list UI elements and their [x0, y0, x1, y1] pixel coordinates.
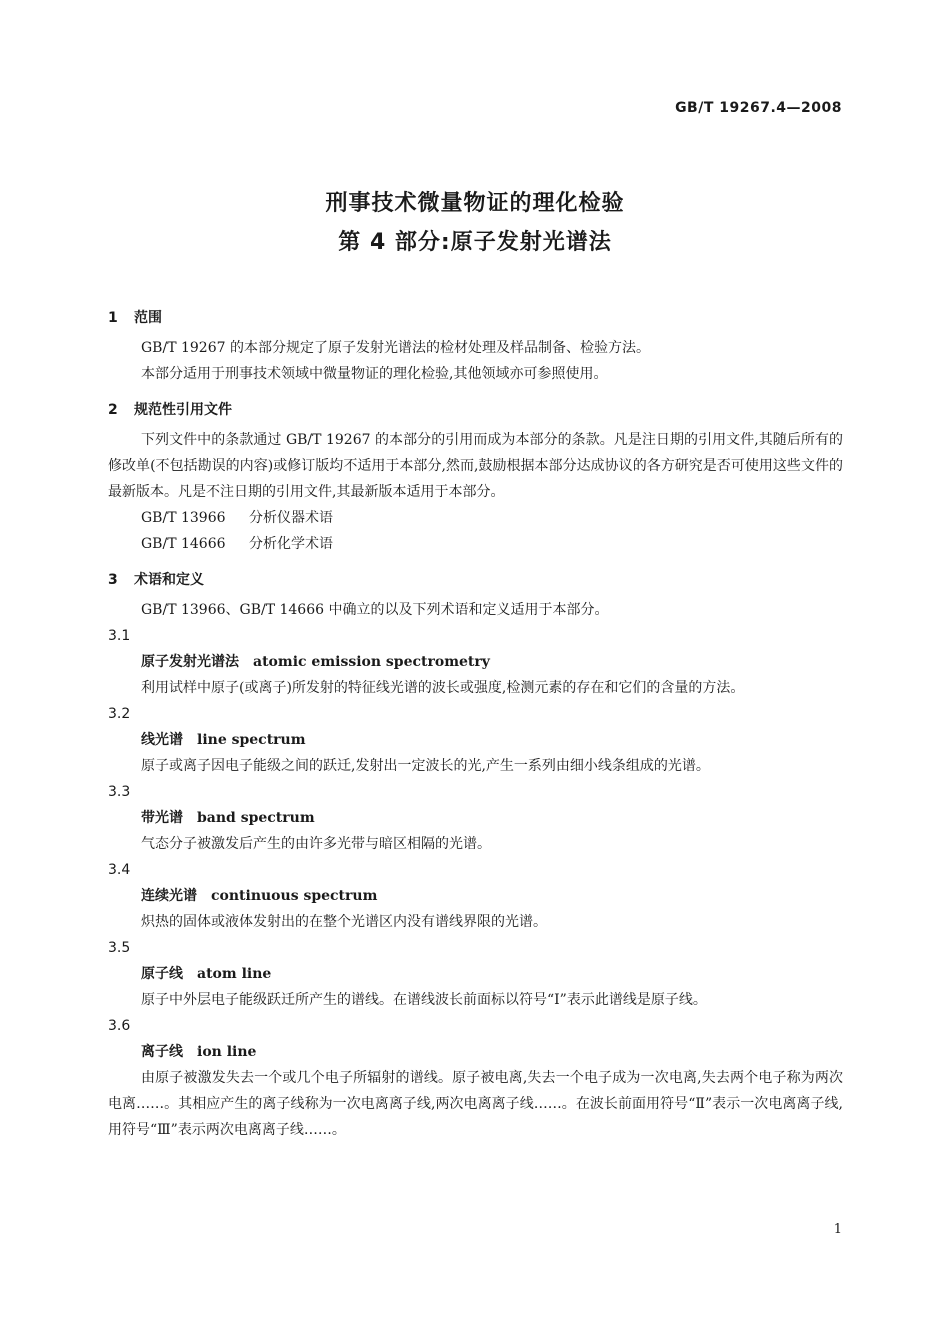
term-en: band spectrum [197, 810, 315, 826]
term-heading [108, 805, 843, 831]
reference-item [108, 531, 843, 557]
term-heading [108, 883, 843, 909]
term-en: atomic emission spectrometry [253, 654, 490, 670]
term-heading [108, 961, 843, 987]
term-number: 3.5 [108, 940, 131, 956]
reference-title: 分析仪器术语 [249, 510, 333, 526]
standard-code: GB/T 19267.4—2008 [675, 100, 842, 116]
paragraph: 下列文件中的条款通过 GB/T 19267 的本部分的引用而成为本部分的条款。凡是注日期的引用文件,其随后所有的修改单(不包括勘误的内容)或修订版均不适用于本部分,然而,鼓励根据本部分达成协议的各方研究是否可使用这些文件的最新版本。凡是不注日期的引用文件,其最新版本适用于本部分。 [108, 432, 843, 500]
section-number: 1 [108, 310, 118, 326]
section-title: 术语和定义 [134, 572, 204, 588]
term-heading [108, 727, 843, 753]
section-3-heading [108, 567, 843, 593]
paragraph: GB/T 13966、GB/T 14666 中确立的以及下列术语和定义适用于本部分。 [141, 602, 609, 618]
section-title: 范围 [134, 310, 162, 326]
term-en: continuous spectrum [211, 888, 378, 904]
term-zh: 线光谱 [141, 732, 183, 748]
paragraph: 本部分适用于刑事技术领域中微量物证的理化检验,其他领域亦可参照使用。 [141, 366, 608, 382]
term-en: atom line [197, 966, 272, 982]
section-2-heading [108, 397, 843, 423]
term-definition: 由原子被激发失去一个或几个电子所辐射的谱线。原子被电离,失去一个电子成为一次电离,失去两个电子称为两次电离……。其相应产生的离子线称为一次电离离子线,两次电离离子线……。在波长前面用符号“Ⅱ”表示一次电离离子线,用符号“Ⅲ”表示两次电离离子线……。 [108, 1070, 843, 1138]
term-zh: 带光谱 [141, 810, 183, 826]
term-number: 3.3 [108, 784, 131, 800]
document-body [108, 305, 843, 1143]
document-title-line1: 刑事技术微量物证的理化检验 [325, 191, 625, 216]
section-number: 2 [108, 402, 118, 418]
term-number: 3.6 [108, 1018, 131, 1034]
term-zh: 连续光谱 [141, 888, 197, 904]
term-zh: 原子发射光谱法 [141, 654, 239, 670]
section-title: 规范性引用文件 [134, 402, 232, 418]
term-definition: 气态分子被激发后产生的由许多光带与暗区相隔的光谱。 [141, 836, 491, 852]
reference-code: GB/T 14666 [141, 536, 226, 552]
term-definition: 原子或离子因电子能级之间的跃迁,发射出一定波长的光,产生一系列由细小线条组成的光谱。 [141, 758, 710, 774]
term-definition: 原子中外层电子能级跃迁所产生的谱线。在谱线波长前面标以符号“Ⅰ”表示此谱线是原子线。 [141, 992, 707, 1008]
term-definition: 利用试样中原子(或离子)所发射的特征线光谱的波长或强度,检测元素的存在和它们的含量的方法。 [141, 680, 745, 696]
term-number: 3.1 [108, 628, 131, 644]
term-en: ion line [197, 1044, 257, 1060]
term-en: line spectrum [197, 732, 306, 748]
reference-code: GB/T 13966 [141, 510, 226, 526]
term-heading [108, 649, 843, 675]
document-title-line2: 第 4 部分:原子发射光谱法 [338, 230, 612, 255]
term-definition: 炽热的固体或液体发射出的在整个光谱区内没有谱线界限的光谱。 [141, 914, 547, 930]
term-number: 3.2 [108, 706, 131, 722]
section-number: 3 [108, 572, 118, 588]
term-heading [108, 1039, 843, 1065]
term-zh: 原子线 [141, 966, 183, 982]
section-1-heading [108, 305, 843, 331]
page-number: 1 [833, 1222, 842, 1237]
reference-item [108, 505, 843, 531]
reference-title: 分析化学术语 [249, 536, 333, 552]
term-number: 3.4 [108, 862, 131, 878]
term-zh: 离子线 [141, 1044, 183, 1060]
paragraph: GB/T 19267 的本部分规定了原子发射光谱法的检材处理及样品制备、检验方法。 [141, 340, 650, 356]
